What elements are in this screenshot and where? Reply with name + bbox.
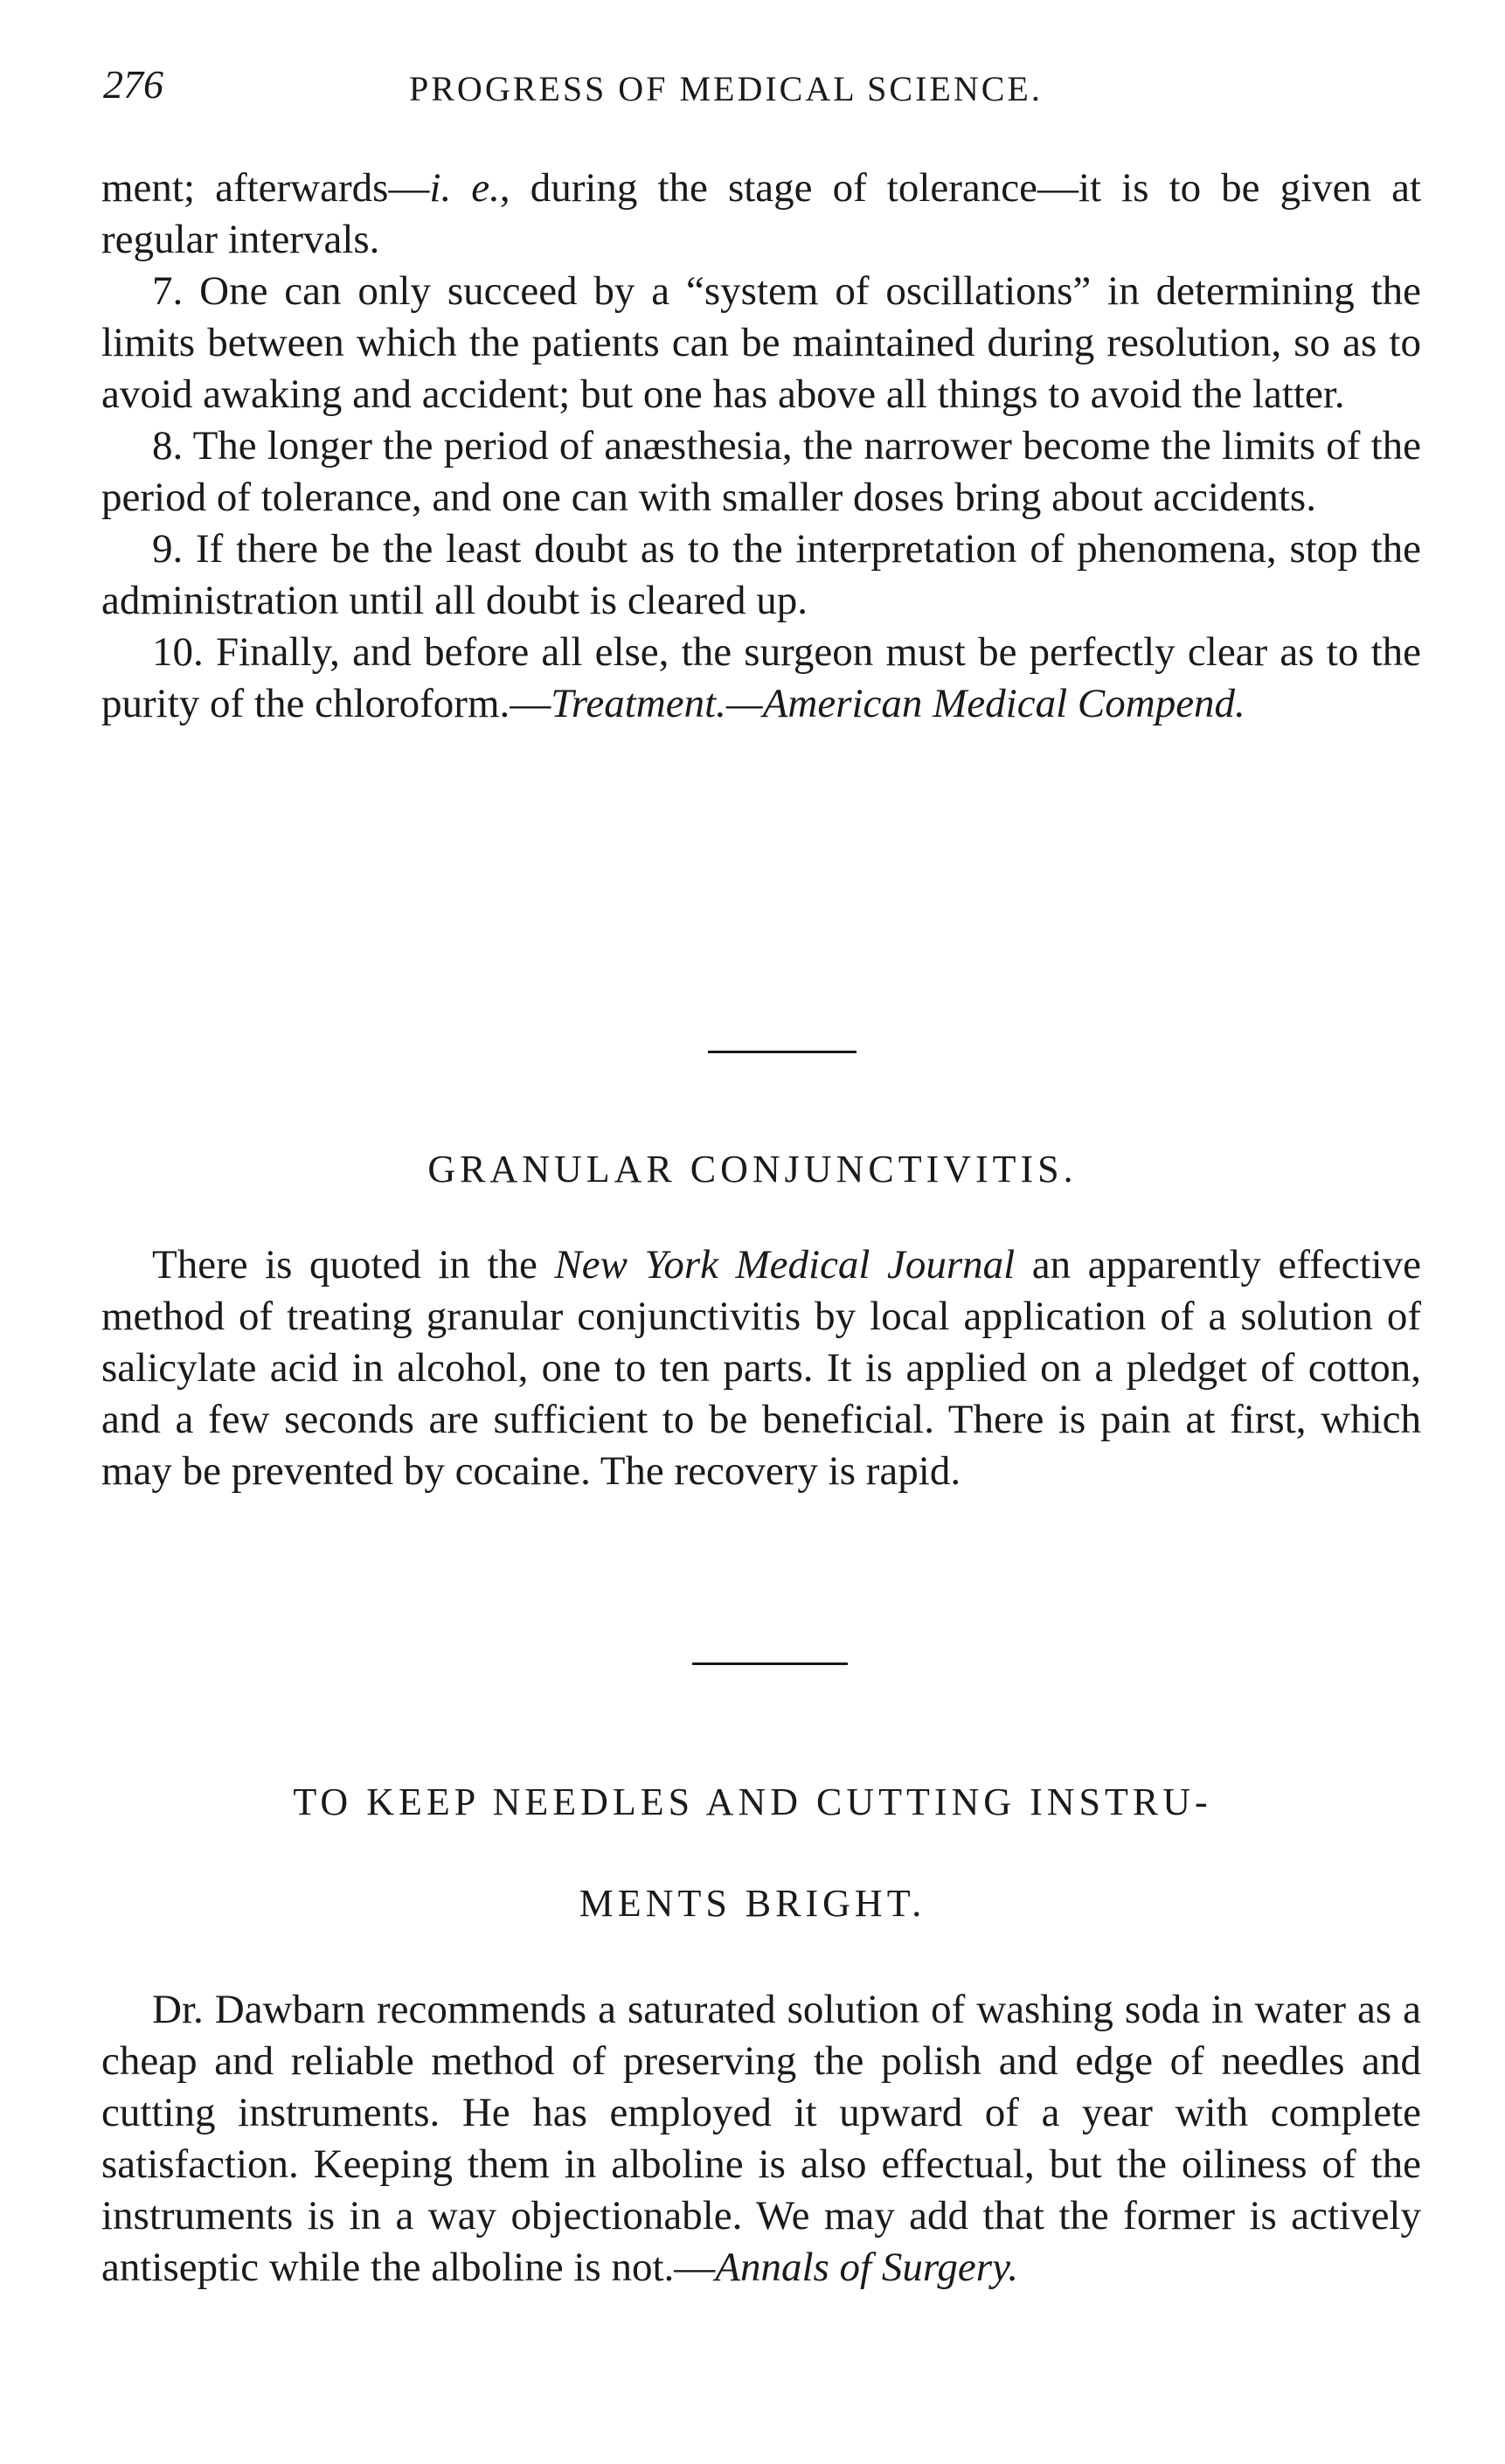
running-head: PROGRESS OF MEDICAL SCIENCE. <box>409 69 1043 108</box>
section-chloroform-rules <box>101 163 1421 730</box>
paragraph: Dr. Dawbarn recommends a saturated solution of washing soda in water as a cheap and reliable method of preserving the polish and edge of needles and cutting instruments. He has employed it upward of a year with complete satisfaction. Keeping them in alboline is also effectual, but the oiliness of the instruments is in a way objectionable. We may add that the former is actively antiseptic while the alboline is not.—Annals of Surgery. <box>101 1987 1421 2290</box>
section-divider-rule <box>708 1051 857 1053</box>
numbered-item-10: 10. Finally, and before all else, the surgeon must be perfectly clear as to the purity of the chloroform.—Treatment.—American Medical Compend. <box>101 629 1421 726</box>
section-divider-rule <box>692 1662 848 1665</box>
paragraph: There is quoted in the New York Medical Journal an apparently effective method of treating granular conjunctivitis by local application of a solution of salicylate acid in alcohol, one to ten parts. It is applied on a pledget of cotton, and a few seconds are sufficient to be beneficial. There is pain at first, which may be prevented by cocaine. The recovery is rapid. <box>101 1242 1421 1494</box>
page-number: 276 <box>103 62 163 107</box>
section-title-granular-conjunctivitis: GRANULAR CONJUNCTIVITIS. <box>427 1148 1078 1190</box>
numbered-item-9: 9. If there be the least doubt as to the interpretation of phenomena, stop the administration until all doubt is cleared up. <box>101 526 1421 623</box>
section-title-needles-line-2: MENTS BRIGHT. <box>579 1882 926 1925</box>
section-title-needles-line-1: TO KEEP NEEDLES AND CUTTING INSTRU- <box>293 1780 1212 1823</box>
page-header <box>103 61 1414 114</box>
numbered-item-7: 7. One can only succeed by a “system of oscillations” in determining the limits between which the patients can be maintained during resolution, so as to avoid awaking and accident; but one has above all things to avoid the latter. <box>101 268 1421 417</box>
section-granular-conjunctivitis <box>101 1239 1421 1497</box>
section-needles-bright <box>101 1984 1421 2294</box>
numbered-item-8: 8. The longer the period of anæsthesia, the narrower become the limits of the period of tolerance, and one can with smaller doses bring about accidents. <box>101 423 1421 520</box>
paragraph-continued: ment; afterwards—i. e., during the stage of tolerance—it is to be given at regular intervals. <box>101 165 1421 262</box>
